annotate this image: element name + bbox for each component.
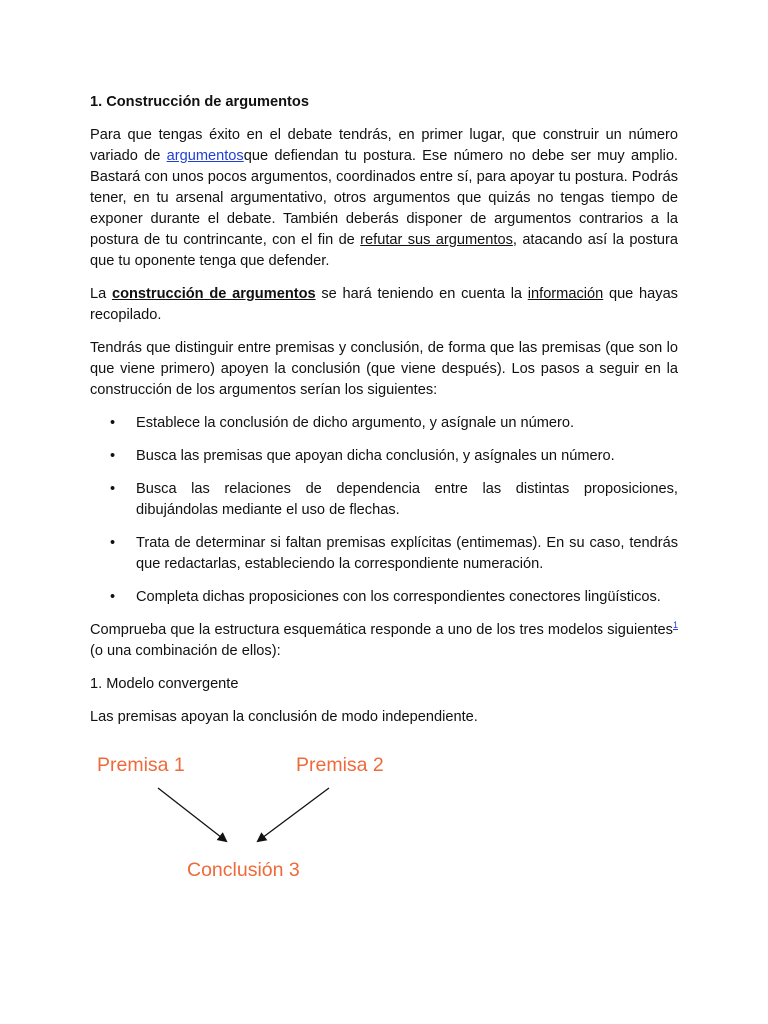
paragraph-modelos-text: Comprueba que la estructura esquemática responde a uno de los tres modelos siguientes xyxy=(90,622,673,638)
link-construccion-argumentos[interactable]: construcción de argumentos xyxy=(111,286,316,302)
list-item-text: Completa dichas proposiciones con los correspondientes conectores lingüísticos. xyxy=(136,589,661,605)
section-heading: 1. Construcción de argumentos xyxy=(90,94,309,110)
paragraph-modelos-after: (o una combinación de ellos): xyxy=(90,643,281,659)
paragraph-intro xyxy=(90,125,678,272)
paragraph-construccion-text-3: que hayas recopilado. xyxy=(90,286,678,323)
list-item xyxy=(90,533,678,575)
footnote-link[interactable]: 1 xyxy=(672,620,678,631)
steps-list xyxy=(90,413,678,608)
list-item xyxy=(90,413,678,434)
link-informacion[interactable]: información xyxy=(527,286,604,302)
document-body xyxy=(90,92,678,740)
diagram-premise-2: Premisa 2 xyxy=(296,754,384,776)
list-item xyxy=(90,446,678,467)
paragraph-construccion-text-2: se hará teniendo en cuenta la xyxy=(315,286,528,302)
model-description: Las premisas apoyan la conclusión de modo independiente. xyxy=(90,709,478,725)
list-item xyxy=(90,479,678,521)
list-item-text: Establece la conclusión de dicho argumento, y asígnale un número. xyxy=(136,415,575,431)
list-item xyxy=(90,587,678,608)
model-title: 1. Modelo convergente xyxy=(90,676,239,692)
arrow-premise-2-to-conclusion xyxy=(258,788,329,841)
link-refutar-argumentos[interactable]: refutar sus argumentos xyxy=(360,232,513,248)
paragraph-intro-text-3: , atacando así la postura que tu oponente tenga que defender. xyxy=(90,232,678,269)
bullet-icon: • xyxy=(110,448,116,464)
paragraph-intro-text-1: Para que tengas éxito en el debate tendrás, en primer lugar, que construir un número variado de xyxy=(90,127,678,164)
paragraph-premisas: Tendrás que distinguir entre premisas y conclusión, de forma que las premisas (que son lo que viene primero) apoyen la conclusión (que viene después). Los pasos a seguir en la construcción de los argumentos serían los siguientes: xyxy=(90,340,678,398)
arrow-premise-1-to-conclusion xyxy=(158,788,226,841)
diagram-arrows xyxy=(90,744,410,894)
paragraph-construccion xyxy=(90,284,678,326)
bullet-icon: • xyxy=(110,589,116,605)
convergent-model-diagram xyxy=(90,744,410,894)
list-item-text: Busca las relaciones de dependencia entre las distintas proposiciones, dibujándolas mediante el uso de flechas. xyxy=(136,481,678,518)
bullet-icon: • xyxy=(110,415,116,431)
diagram-premise-1: Premisa 1 xyxy=(97,754,185,776)
paragraph-construccion-text-1: La xyxy=(90,286,112,302)
bullet-icon: • xyxy=(110,535,116,551)
paragraph-modelos xyxy=(90,620,678,662)
diagram-conclusion-3: Conclusión 3 xyxy=(187,859,300,881)
bullet-icon: • xyxy=(110,481,116,497)
list-item-text: Busca las premisas que apoyan dicha conclusión, y asígnales un número. xyxy=(136,448,615,464)
paragraph-intro-text-2: que defiendan tu postura. Ese número no debe ser muy amplio. Bastará con unos pocos argumentos, coordinados entre sí, para apoyar tu postura. Podrás tener, en tu arsenal argumentativo, otros argumentos que quizás no tengas tiempo de exponer durante el debate. También deberás disponer de argumentos contrarios a la postura de tu contrincante, con el fin de xyxy=(90,148,678,248)
link-argumentos[interactable]: argumentos xyxy=(166,148,244,164)
list-item-text: Trata de determinar si faltan premisas explícitas (entimemas). En su caso, tendrás que redactarlas, estableciendo la correspondiente numeración. xyxy=(136,535,678,572)
